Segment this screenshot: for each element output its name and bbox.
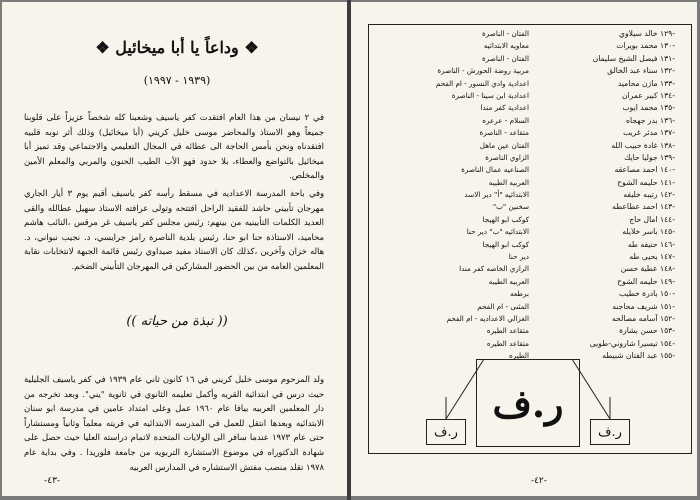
person-name: سناء عبد الخالق: [607, 66, 658, 76]
paragraph-3: ولد المرحوم موسى خليل كريني في ١٦ كانون ثاني عام ١٩٣٩ في كفر ياسيف الجليلية حيث درس في ابتدائية القريه وأكمل تعليمه الثانوي في ثانوية "يني". وبعد تخرجه من دار المعلمين العربيه بيافا عام ١٩٦٠ عمل وعلى امتداد عامين في مدرسة ابو سنان الابتدائيه وبعدها انتقل للعمل في المدرسه الابتدائيه في قريته معلماً وثانياً ومستشاراً حتى عام ١٩٧٣ عندما سافر الى الولايات المتحدة لاتمام دراسته العليا حيث حصل على شهادة الدكتوراه في موضوع الاستشارة التربويه من جامعة فلوريدا . وفي بداية عام ١٩٧٨ تقلد منصب مفتش الاستشاره في المدارس العربيه: [24, 374, 324, 472]
name-list-item: [551, 78, 684, 90]
name-number: ١٤١-: [660, 177, 675, 187]
name-number: ١٤٢-: [660, 190, 675, 200]
section-title: (( نبذة من حياته )): [126, 314, 228, 329]
article-title: ❖ وداعاً يا أبا ميخائيل ❖: [95, 38, 259, 57]
name-number: ١٢٩-: [660, 29, 675, 38]
person-name: شريف محاجنه: [612, 301, 658, 311]
name-number: ١٤٥-: [660, 227, 675, 237]
person-name: بادرة خطيب: [619, 289, 658, 299]
name-list-item: [551, 201, 684, 213]
name-list-item: [551, 53, 684, 65]
school-place-item: المثنى - ام الفحم: [477, 301, 529, 311]
name-list-item: [551, 177, 684, 189]
school-place-item: الابتدائيه "أ" دير الاسد: [464, 190, 529, 200]
school-place-item: مربية روضة الحورش - الناصرة: [437, 66, 529, 76]
school-place-item: الطيره: [509, 351, 529, 361]
name-list-item: [551, 338, 684, 350]
name-number: ١٣٣-: [660, 78, 675, 88]
school-place-item: اعدادية ابن سينا - الناصرة: [451, 90, 529, 100]
name-number: ١٥٤-: [660, 338, 675, 348]
school-place-item: كوكب ابو الهيجا: [482, 239, 529, 249]
paragraph-2: وفي باحة المدرسة الاعداديه في مسقط رأسه كفر ياسيف أقيم يوم ٣ أيار الجاري مهرجان تأبيني حاشد للفقيد الراحل افتتحه وتولى عرافته الاستاذ سهيل عطالله والقى العديد الكلمات التأبينيه من بينهم: رئيس مجلس كفر ياسيف غر مرقس ،النائب هاشم محاميد، الاستاذة حنا ابو حنا، رئيس بلدية الناصرة رامز جرايسي، د. نجيب نبواني، د. هاله خزان وآخرين ،كذلك كان الاستاذ مفيد صيداوي رئيس قائمة الجبهة لانتخابات نقابة المعلمين العامه من بين الحضور المشاركين في المهرجان التأبيني الضخم.: [24, 188, 324, 271]
name-list-item: [551, 301, 684, 313]
places-list: [409, 28, 529, 363]
name-number: ١٣٩-: [660, 152, 675, 162]
school-place-item: متقاعد الطيره: [486, 338, 529, 348]
name-list-item: [551, 140, 684, 152]
name-number: ١٤٨-: [660, 264, 675, 274]
school-place-item: متقاعد - الناصرة: [479, 128, 529, 138]
school-place-item: الصناعيه عمال الناصرة: [461, 165, 529, 175]
name-list-item: [551, 263, 684, 275]
name-number: ١٥١-: [660, 301, 675, 311]
paragraph-1: في ٢ نيسان من هذا العام افتقدت كفر ياسيف وشعبنا كله شخصاً عزيزاً على قلوبنا جميعاً وهو الاستاذ والمحاضر موسى خليل كريني (أبا ميخائيل) وذلك أثر نوبه قلبيه افتقدناه ونحن بأمس الحاجة الى عطائه في المجال التعليمي والاجتماعي وقد تميز أبا ميخائيل بالتواضع والعطاء، بلا حدود فهو الأب الطيب الحنون والمربي والمعلم الأمين والمخلص.: [24, 112, 325, 181]
name-list-item: [551, 251, 684, 263]
school-place-item: الفتان عين ماهل: [479, 140, 529, 150]
name-list-item: [551, 127, 684, 139]
school-place-item: متقاعد الطيره: [486, 326, 529, 336]
person-name: خالد سيلاوي: [619, 29, 658, 38]
person-name: آسامه مصالحه: [611, 313, 658, 323]
right-page: [351, 2, 697, 496]
person-name: حسن بشارة: [619, 326, 658, 336]
names-list: [551, 28, 684, 363]
name-list-item: [551, 152, 684, 164]
name-number: ١٤٦-: [660, 239, 675, 249]
name-list-item: [551, 28, 684, 40]
logo-big: ر.ف: [476, 359, 580, 447]
school-place-item: العربيه الطيبه: [488, 177, 529, 187]
name-list-item: [551, 288, 684, 300]
name-number: ١٥٠-: [660, 289, 675, 299]
school-place-item: الزاوي الناصرة: [485, 152, 529, 162]
school-place-item: الفتان - الناصرة: [481, 29, 529, 38]
school-place-item: كوكب ابو الهيجا: [482, 214, 529, 224]
logo-small-right: ر.ف: [590, 419, 630, 445]
name-number: ١٣٧-: [660, 128, 675, 138]
name-number: ١٥٢-: [660, 313, 675, 323]
school-place-item: اعدادية وادي النسور - ام الفحم: [435, 78, 529, 88]
school-place-item: سخنين "ب": [492, 202, 529, 212]
person-name: حليمه الشوح: [617, 276, 658, 286]
name-number: ١٥٥-: [660, 351, 675, 361]
name-number: ١٤٣-: [660, 202, 675, 212]
person-name: غادة حبيب الله: [611, 140, 658, 150]
name-list-item: [551, 189, 684, 201]
left-page: [2, 2, 347, 496]
name-number: ١٣٢-: [660, 66, 675, 76]
person-name: محمد بويرات: [616, 41, 658, 51]
school-place-item: الغزالي الاعداديه - ام الفحم: [446, 313, 529, 323]
name-number: ١٣٤-: [660, 90, 675, 100]
person-name: يحيى طه: [629, 252, 658, 262]
person-name: باسر خلايله: [622, 227, 658, 237]
school-place-item: برطعه: [509, 289, 529, 299]
person-name: عطية حسن: [620, 264, 658, 274]
name-list-item: [551, 325, 684, 337]
person-name: مدثر غريب: [623, 128, 658, 138]
school-place-item: الفتان - الناصرة: [481, 53, 529, 63]
name-list-item: [551, 313, 684, 325]
school-place-item: دير حنا: [508, 252, 529, 262]
school-place-item: العربيه الطيبه: [488, 276, 529, 286]
person-name: رتيبه خليفه: [623, 190, 658, 200]
name-number: ١٤٤-: [660, 214, 675, 224]
person-name: جوليا حايك: [624, 152, 658, 162]
name-list-item: [551, 214, 684, 226]
name-number: ١٣٥-: [660, 103, 675, 113]
person-name: تيسيرا شاروني-طويى: [589, 338, 658, 348]
logo-small-left: ر.ف: [426, 419, 466, 445]
person-name: امال حاج: [629, 214, 658, 224]
name-list-item: [551, 65, 684, 77]
name-number: ١٣٠-: [660, 41, 675, 51]
name-number: ١٥٣-: [660, 326, 675, 336]
name-list-item: [551, 102, 684, 114]
name-list-item: [551, 90, 684, 102]
name-list-item: [551, 226, 684, 238]
person-name: مازن محاميد: [617, 78, 658, 88]
school-place-item: الابتدائيه "ب" دير حنا: [466, 227, 529, 237]
name-list-item: [551, 276, 684, 288]
name-list-item: [551, 40, 684, 52]
name-list-item: [551, 164, 684, 176]
person-name: احمد مصاعقه: [614, 165, 658, 175]
school-place-item: اعدادية كفر مندا: [480, 103, 529, 113]
school-place-item: السلام - عرعره: [482, 115, 529, 125]
page-number-right: -٤٢-: [530, 476, 547, 486]
name-number: ١٤٧-: [660, 252, 675, 262]
person-name: حليمه الشوح: [617, 177, 658, 187]
logo-diagram: [424, 357, 632, 449]
school-place-item: الرازي الخاصه كفر مندا: [459, 264, 529, 274]
page-number-left: -٤٣-: [44, 476, 61, 486]
person-name: كبير عمران: [621, 90, 658, 100]
name-number: ١٤٠-: [660, 165, 675, 175]
person-name: بدر جهجاه: [626, 115, 658, 125]
name-list-item: [551, 239, 684, 251]
name-list-item: [551, 115, 684, 127]
name-number: ١٣٦-: [660, 115, 675, 125]
person-name: محمد ايوب: [622, 103, 658, 113]
school-place-item: معاويه الابتدائيه: [483, 41, 529, 51]
name-number: ١٤٩-: [660, 276, 675, 286]
person-name: احمد عطاعطه: [612, 202, 658, 212]
name-number: ١٣١-: [660, 53, 675, 63]
person-name: حنيفه طه: [627, 239, 658, 249]
article-years: (١٩٣٩ - ١٩٩٧): [143, 74, 211, 87]
person-name: عبد الفتان شبيطه: [602, 351, 658, 361]
name-number: ١٣٨-: [660, 140, 675, 150]
person-name: فيصل الشيخ سليمان: [592, 53, 658, 63]
